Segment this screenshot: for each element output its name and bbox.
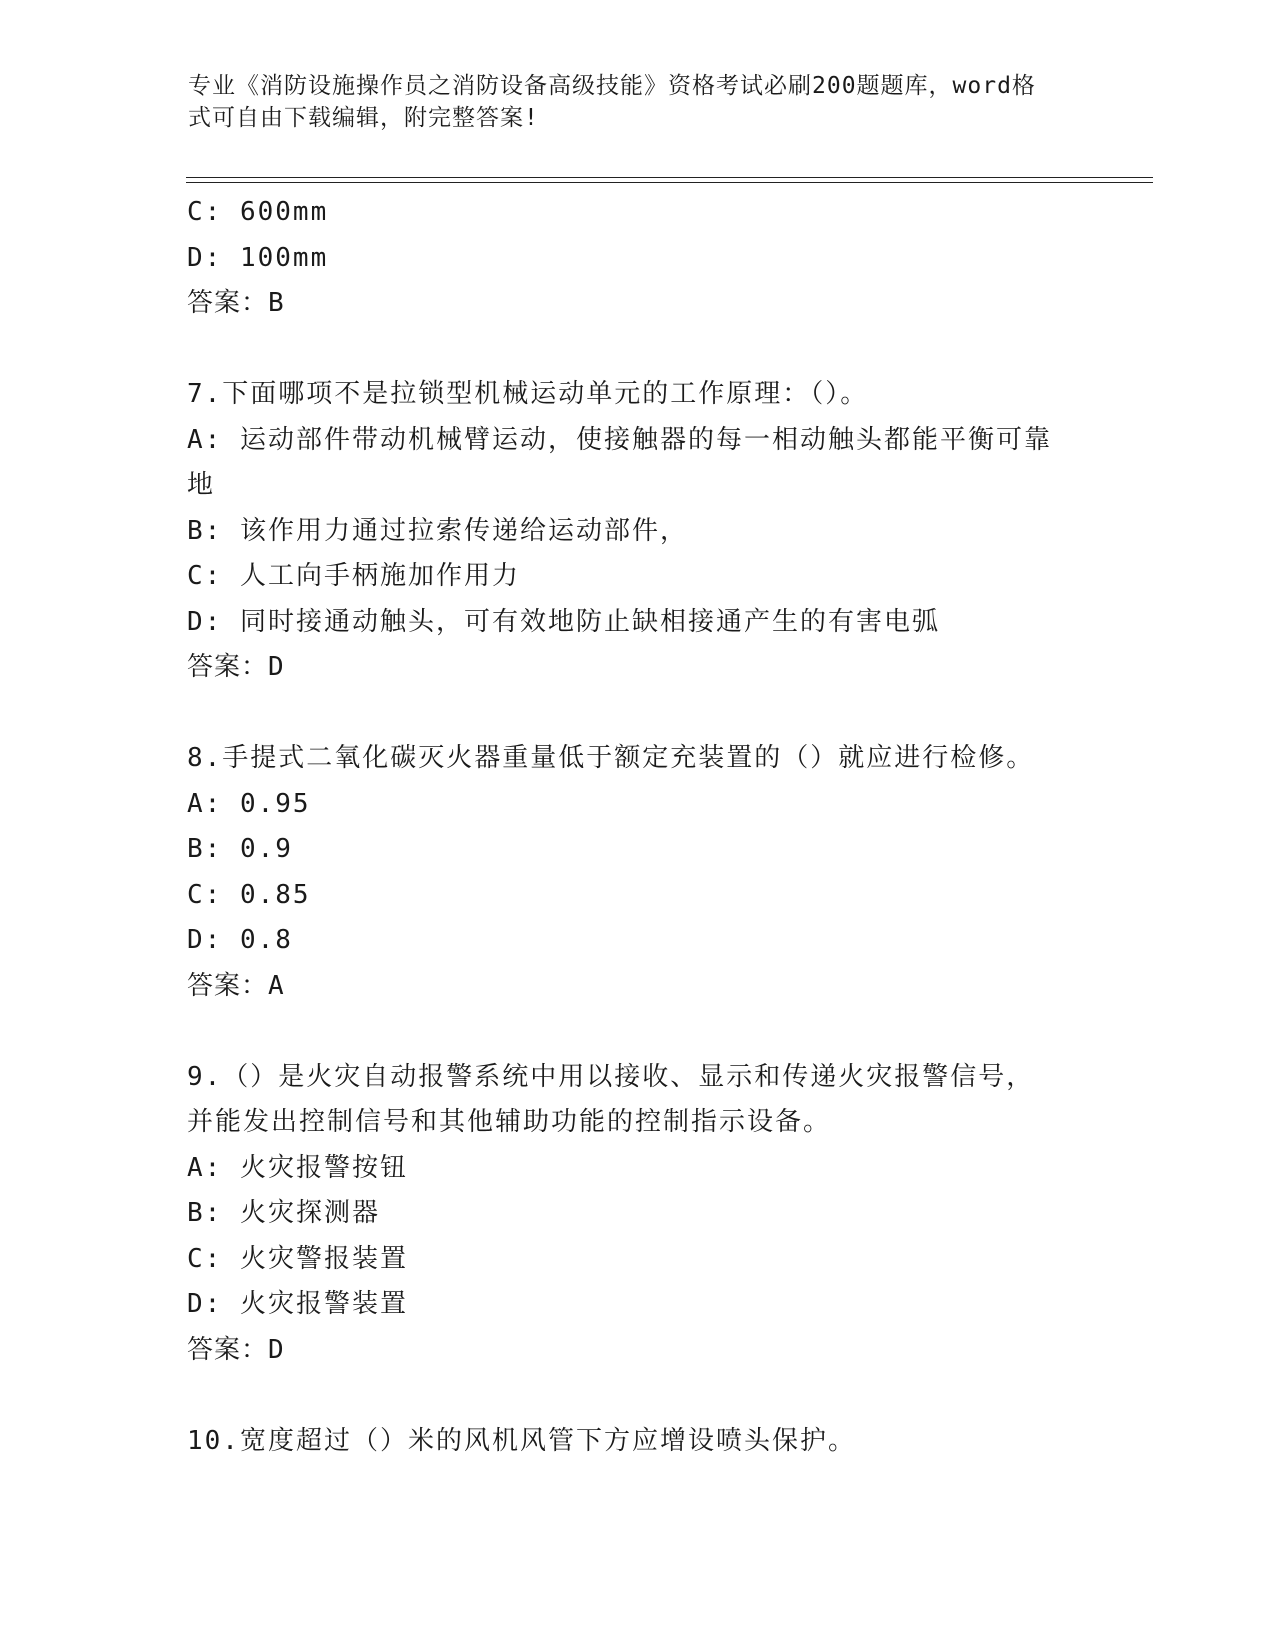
question-block-7: [187, 372, 1087, 691]
option-b: B: 0.9: [187, 834, 293, 864]
question-text: 7.下面哪项不是拉锁型机械运动单元的工作原理：（）。: [187, 379, 869, 409]
header-divider-top: [186, 177, 1153, 178]
option-d: D: 同时接通动触头，可有效地防止缺相接通产生的有害电弧: [187, 606, 940, 637]
option-c: C: 人工向手柄施加作用力: [187, 561, 520, 591]
question-text: 10.宽度超过（）米的风机风管下方应增设喷头保护。: [187, 1425, 856, 1456]
question-block-8: [187, 736, 1087, 1009]
spacer: [187, 1009, 1087, 1055]
question-block-10: [187, 1419, 1087, 1465]
answer-line: 答案：B: [187, 288, 285, 318]
document-header: [188, 70, 1088, 134]
answer-line: 答案：D: [187, 1334, 285, 1365]
header-divider-bottom: [186, 182, 1153, 183]
spacer: [187, 1373, 1087, 1419]
option-d: D: 0.8: [187, 925, 293, 955]
option-d: D: 火灾报警装置: [187, 1289, 408, 1319]
answer-line: 答案：A: [187, 970, 285, 1001]
question-text-continued: 并能发出控制信号和其他辅助功能的控制指示设备。: [187, 1107, 832, 1137]
header-line-2: 式可自由下载编辑，附完整答案!: [188, 105, 539, 131]
option-a: A: 运动部件带动机械臂运动，使接触器的每一相动触头都能平衡可靠: [187, 424, 1052, 455]
option-b: B: 火灾探测器: [187, 1198, 380, 1228]
question-block-6: [187, 190, 1087, 327]
option-c: C: 600mm: [187, 197, 329, 227]
question-list: [187, 190, 1087, 1464]
question-block-9: [187, 1055, 1087, 1374]
answer-line: 答案：D: [187, 652, 285, 682]
spacer: [187, 691, 1087, 737]
question-text: 8.手提式二氧化碳灭火器重量低于额定充装置的（）就应进行检修。: [187, 743, 1035, 773]
option-c: C: 火灾警报装置: [187, 1243, 408, 1274]
option-d: D: 100mm: [187, 242, 329, 273]
spacer: [187, 327, 1087, 373]
option-c: C: 0.85: [187, 879, 311, 910]
option-b: B: 该作用力通过拉索传递给运动部件，: [187, 515, 688, 546]
option-a: A: 0.95: [187, 788, 311, 819]
option-a: A: 火灾报警按钮: [187, 1152, 408, 1183]
option-a-continued: 地: [187, 470, 216, 500]
header-line-1: 专业《消防设施操作员之消防设备高级技能》资格考试必刷200题题库，word格: [188, 73, 1036, 99]
question-text: 9.（）是火灾自动报警系统中用以接收、显示和传递火灾报警信号，: [187, 1061, 1035, 1092]
